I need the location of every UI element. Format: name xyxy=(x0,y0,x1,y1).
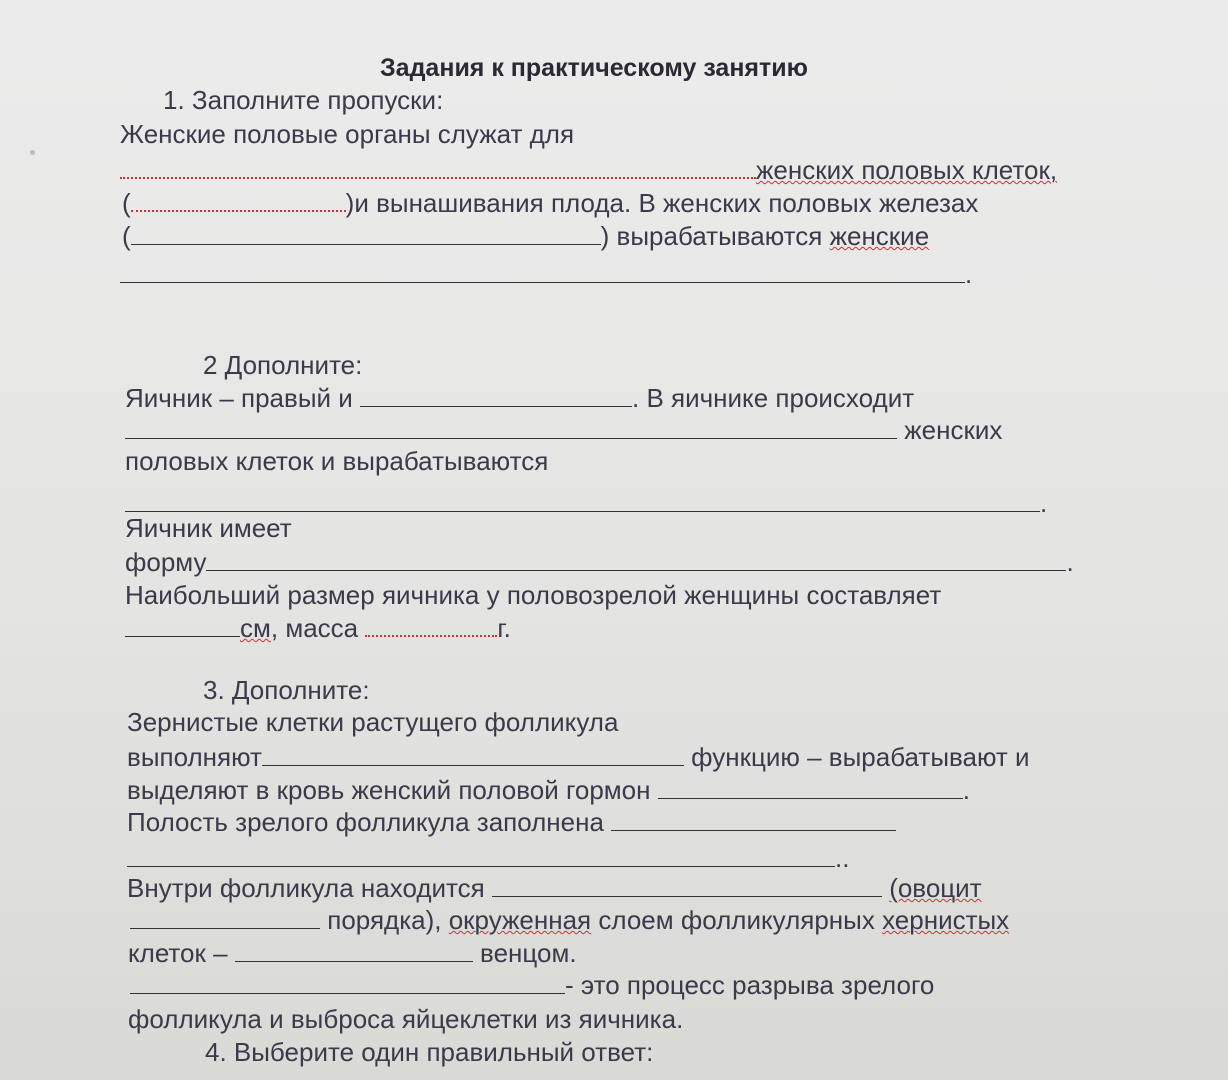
task-2-text: женских xyxy=(904,415,1003,445)
task-3-text: выделяют в кровь женский половой гормон xyxy=(127,775,651,805)
task-2-text: Наибольший размер яичника у половозрелой женщины составляет xyxy=(125,580,942,610)
task-2-line xyxy=(125,612,511,644)
task-2-line xyxy=(125,546,1074,578)
task-3-text: фолликула и выброса яйцеклетки из яичника. xyxy=(128,1004,684,1034)
task-1-text: )и вынашивания плода. В женских половых железах xyxy=(345,188,979,218)
task-3-text: Внутри фолликула находится xyxy=(127,873,485,903)
screen-speck xyxy=(30,150,35,155)
answer-blank[interactable] xyxy=(365,613,497,637)
task-3-text: Зернистые клетки растущего фолликула xyxy=(127,707,619,737)
task-2-line xyxy=(125,382,914,414)
task-3-line xyxy=(127,774,970,806)
task-3-heading: 3. Дополните: xyxy=(203,675,370,705)
answer-blank[interactable] xyxy=(611,808,896,831)
answer-blank[interactable] xyxy=(360,384,632,407)
task-1-line xyxy=(120,258,972,290)
answer-blank[interactable] xyxy=(125,489,1040,512)
task-3-line xyxy=(127,741,1030,773)
task-3-line xyxy=(127,872,982,904)
period: .. xyxy=(835,843,850,873)
task-3-text: порядка), xyxy=(327,905,442,935)
period: . xyxy=(965,259,973,289)
answer-blank[interactable] xyxy=(658,776,963,799)
task-3-text: функцию – вырабатывают и xyxy=(691,742,1030,772)
task-1-line xyxy=(122,187,978,219)
task-3-line xyxy=(127,842,849,874)
task-2-line xyxy=(125,414,1002,446)
answer-blank[interactable] xyxy=(206,548,1066,571)
answer-blank[interactable] xyxy=(131,222,601,245)
answer-blank[interactable] xyxy=(130,906,320,929)
task-2-text: Яичник – правый и xyxy=(125,383,353,413)
answer-blank[interactable] xyxy=(130,971,565,994)
task-3-text: (овоцит xyxy=(889,873,982,903)
task-3-line xyxy=(128,937,577,969)
task-1-text: Женские половые органы служат для xyxy=(120,119,575,149)
task-3-text: клеток – xyxy=(128,938,228,968)
task-3-line xyxy=(130,904,1009,936)
answer-blank[interactable] xyxy=(262,743,684,766)
task-3-text: выполняют xyxy=(127,742,262,772)
task-3-line xyxy=(130,969,934,1001)
answer-blank[interactable] xyxy=(120,260,965,283)
period: . xyxy=(1040,488,1048,518)
answer-blank[interactable] xyxy=(127,844,835,867)
task-1-heading: 1. Заполните пропуски: xyxy=(163,85,444,115)
task-2-text: Яичник имеет xyxy=(125,513,292,543)
answer-blank[interactable] xyxy=(235,939,473,962)
task-1-text: женские xyxy=(829,221,930,251)
task-3-text: - это процесс разрыва зрелого xyxy=(565,970,935,1000)
task-2-text: половых клеток и вырабатываются xyxy=(125,446,549,476)
task-2-heading: 2 Дополните: xyxy=(203,350,363,380)
task-2-text: . В яичнике происходит xyxy=(632,383,915,413)
task-3-text: окруженная xyxy=(448,905,592,935)
answer-blank[interactable] xyxy=(125,416,897,439)
paren: ( xyxy=(122,188,131,218)
task-3-text: слоем фолликулярных xyxy=(598,905,875,935)
answer-blank[interactable] xyxy=(131,188,346,212)
task-4-heading: 4. Выберите один правильный ответ: xyxy=(205,1037,654,1067)
task-3-text: венцом. xyxy=(480,938,577,968)
task-1-text: женских половых клеток, xyxy=(756,155,1058,185)
task-3-line xyxy=(127,806,896,838)
task-1-text: ) вырабатываются xyxy=(600,221,823,251)
task-2-text: форму xyxy=(125,547,207,577)
period: . xyxy=(962,775,970,805)
paren: ( xyxy=(122,221,131,251)
task-1-line xyxy=(120,154,1057,186)
period: . xyxy=(1066,547,1074,577)
task-3-text: хернистых xyxy=(882,905,1010,935)
task-1-line xyxy=(122,220,929,252)
page-title: Задания к практическому занятию xyxy=(380,54,808,82)
answer-blank[interactable] xyxy=(125,614,240,637)
task-2-text: , масса xyxy=(270,613,359,643)
task-2-text: см xyxy=(240,613,271,643)
answer-blank[interactable] xyxy=(492,874,882,897)
task-2-text: г. xyxy=(497,613,511,643)
task-3-text: Полость зрелого фолликула заполнена xyxy=(127,807,604,837)
answer-blank[interactable] xyxy=(120,155,756,179)
